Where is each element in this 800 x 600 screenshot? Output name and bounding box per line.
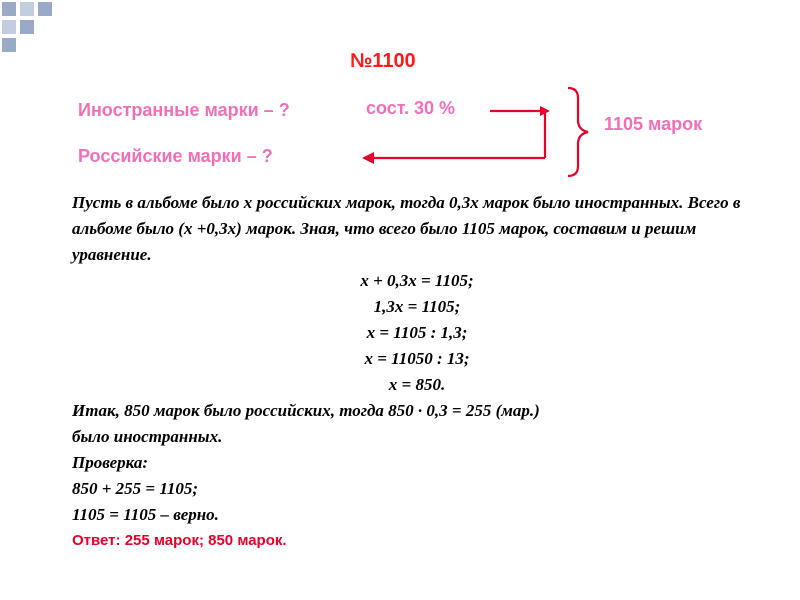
solution-intro: Пусть в альбоме было х российских марок, тогда 0,3х марок было иностранных. Всего в альбоме было (х +0,3х) марок. Зная, что всего было 1105 марок, составим и решим уравнение. <box>72 193 741 264</box>
equation-5: х = 850. <box>388 375 446 394</box>
problem-number: №1100 <box>350 50 416 72</box>
equation-3: х = 1105 : 1,3; <box>366 323 468 342</box>
arrow-head-left <box>362 152 374 164</box>
arrow-head-right <box>540 106 550 116</box>
foreign-stamps-label: Иностранные марки – ? <box>78 100 290 120</box>
russian-stamps-label: Российские марки – ? <box>78 146 273 166</box>
percent-label: сост. 30 % <box>366 98 456 118</box>
conclusion-line-1: Итак, 850 марок было российских, тогда 850 · 0,3 = 255 (мар.) <box>72 401 540 420</box>
corner-decoration <box>0 0 70 60</box>
check-line-1: 850 + 255 = 1105; <box>72 479 199 498</box>
equation-1: х + 0,3х = 1105; <box>360 271 474 290</box>
check-line-2: 1105 = 1105 – верно. <box>72 505 219 524</box>
total-stamps-label: 1105 марок <box>604 114 703 134</box>
equation-4: х = 11050 : 13; <box>364 349 470 368</box>
answer-line: Ответ: 255 марок; 850 марок. <box>72 532 287 549</box>
equation-2: 1,3х = 1105; <box>373 297 461 316</box>
conclusion-line-2: было иностранных. <box>72 427 223 446</box>
check-title: Проверка: <box>72 453 149 472</box>
solution-text <box>72 190 762 554</box>
curly-brace <box>568 88 588 176</box>
